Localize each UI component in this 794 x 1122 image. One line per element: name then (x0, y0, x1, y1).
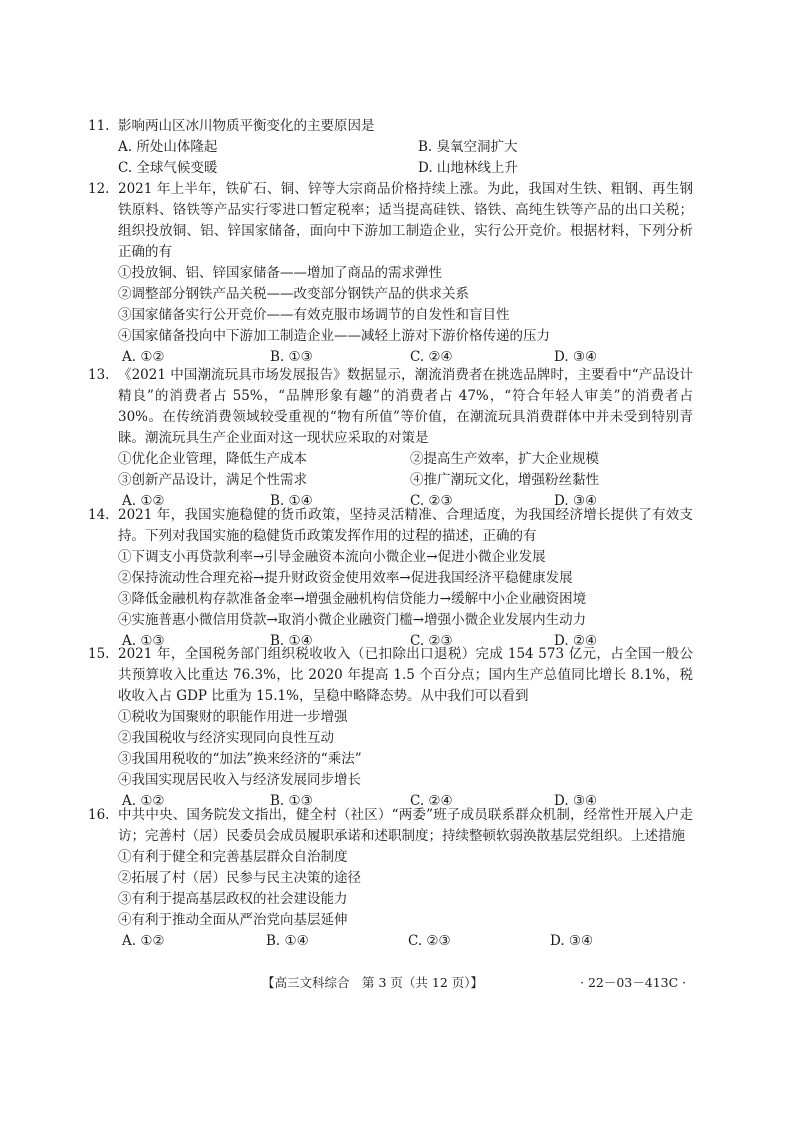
question-16 (88, 805, 693, 952)
statement-1: ①税收为国聚财的职能作用进一步增强 (118, 709, 348, 725)
choice-c: C. ②④ (410, 793, 453, 809)
question-12 (88, 179, 693, 368)
question-stem (118, 805, 693, 847)
question-stem (118, 179, 693, 263)
statement-1: ①投放铜、铝、锌国家储备——增加了商品的需求弹性 (118, 265, 442, 281)
question-stem (118, 505, 693, 547)
choice-c: C. ②③ (408, 933, 451, 949)
choice-a: A. ①② (122, 349, 165, 365)
statement-4: ④我国实现居民收入与经济发展同步增长 (118, 772, 361, 788)
choice-c: C. ②③ (410, 493, 453, 509)
choice-a: A. ①② (122, 493, 165, 509)
choice-d: D. ③④ (550, 933, 594, 949)
choice-d: D. ③④ (554, 349, 598, 365)
statement-1: ①下调支小再贷款利率→引导金融资本流向小微企业→促进小微企业发展 (118, 549, 546, 565)
question-13 (88, 365, 693, 512)
statement-4: ④国家储备投向中下游加工制造企业——减轻上游对下游价格传递的压力 (118, 328, 550, 344)
statement-3: ③国家储备实行公开竞价——有效克服市场调节的自发性和盲目性 (118, 307, 510, 323)
question-number: 16. (88, 807, 110, 823)
statement-1: ①优化企业管理，降低生产成本 (118, 451, 307, 467)
stem-text: 《2021 中国潮流玩具市场发展报告》数据显示，潮流消费者在挑选品牌时，主要看中“产品设计精良”的消费者占 55%，“品牌形象有趣”的消费者占 47%，“符合年轻人审美”的消费者占 30%。在传统消费领域较受重视的“物有所值”等价值，在潮流玩具消费群体中并未受到特别青睐。潮流玩具生产企业面对这一现状应采取的对策是 (118, 367, 693, 446)
statement-4: ④有利于推动全面从严治党向基层延伸 (118, 912, 348, 928)
footer-code: · 22－03－413C · (580, 975, 687, 990)
choice-b: B. ①④ (270, 633, 313, 649)
stem-text: 2021 年上半年，铁矿石、铜、锌等大宗商品价格持续上涨。为此，我国对生铁、粗钢、再生钢铁原料、铬铁等产品实行零进口暂定税率；适当提高硅铁、铬铁、高纯生铁等产品的出口关税；组织投放铜、铝、锌国家储备，面向中下游加工制造企业，实行公开竞价。根据材料，下列分析正确的有 (118, 181, 693, 260)
statement-3: ③有利于提高基层政权的社会建设能力 (118, 891, 348, 907)
statement-1: ①有利于健全和完善基层群众自治制度 (118, 849, 348, 865)
stem-text: 影响两山区冰川物质平衡变化的主要原因是 (118, 118, 375, 134)
choice-a: A. ①② (122, 933, 165, 949)
statement-3: ③我国用税收的“加法”换来经济的“乘法” (118, 751, 362, 767)
choice-row (118, 158, 693, 179)
question-number: 12. (88, 181, 110, 197)
question-stem (118, 116, 693, 137)
statement-2: ②调整部分钢铁产品关税——改变部分钢铁产品的供求关系 (118, 286, 469, 302)
statement-2: ②提高生产效率，扩大企业规模 (410, 451, 599, 467)
question-stem (118, 644, 693, 707)
choice-a: A. ①③ (122, 633, 165, 649)
statement-3: ③创新产品设计，满足个性需求 (118, 472, 307, 488)
statement-4: ④推广潮玩文化，增强粉丝黏性 (410, 472, 599, 488)
choice-b: B. ①③ (270, 349, 313, 365)
choice-d: D. ②④ (554, 633, 598, 649)
choice-row (118, 931, 693, 952)
statement-2: ②保持流动性合理充裕→提升财政资金使用效率→促进我国经济平稳健康发展 (118, 570, 573, 586)
statement-2: ②拓展了村（居）民参与民主决策的途径 (118, 870, 361, 886)
question-15 (88, 644, 693, 812)
choice-c: C. ②③ (410, 633, 453, 649)
stem-text: 中共中央、国务院发文指出，健全村（社区）“两委”班子成员联系群众机制，经常性开展入户走访；完善村（居）民委员会成员履职承诺和述职制度；持续整顿软弱涣散基层党组织。上述措施 (118, 807, 693, 844)
choice-d: D. ③④ (554, 793, 598, 809)
statement-2: ②我国税收与经济实现同向良性互动 (118, 730, 334, 746)
choice-c: C. 全球气候变暖 (118, 160, 218, 176)
stem-text: 2021 年，全国税务部门组织税收收入（已扣除出口退税）完成 154 573 亿元，占全国一般公共预算收入比重达 76.3%，比 2020 年提高 1.5 个百分点；国内生产总值同比增长 8.1%，税收收入占 GDP 比重为 15.1%，呈稳中略降态势。从中我们可以看到 (118, 646, 693, 704)
question-number: 11. (88, 118, 110, 134)
choice-row (118, 137, 693, 158)
choice-c: C. ②④ (410, 349, 453, 365)
question-14 (88, 505, 693, 652)
question-number: 15. (88, 646, 110, 662)
choice-b: B. ①④ (266, 933, 309, 949)
question-number: 13. (88, 367, 110, 383)
choice-a: A. ①② (122, 793, 165, 809)
page-footer (0, 973, 794, 995)
choice-b: B. ①③ (270, 793, 313, 809)
choice-b: B. 臭氧空洞扩大 (418, 139, 518, 155)
statement-row (118, 470, 693, 491)
statement-3: ③降低金融机构存款准备金率→增强金融机构信贷能力→缓解中小企业融资困境 (118, 591, 587, 607)
question-number: 14. (88, 507, 110, 523)
stem-text: 2021 年，我国实施稳健的货币政策，坚持灵活精准、合理适度，为我国经济增长提供了有效支持。下列对我国实施的稳健货币政策发挥作用的过程的描述，正确的有 (118, 507, 693, 544)
question-stem (118, 365, 693, 449)
footer-page-info: 【高三文科综合 第 3 页（共 12 页）】 (262, 975, 484, 990)
choice-d: D. 山地林线上升 (418, 160, 518, 176)
choice-d: D. ③④ (554, 493, 598, 509)
statement-4: ④实施普惠小微信用贷款→取消小微企业融资门槛→增强小微企业发展内生动力 (118, 612, 587, 628)
choice-a: A. 所处山体隆起 (118, 139, 218, 155)
choice-b: B. ①④ (270, 493, 313, 509)
statement-row (118, 449, 693, 470)
question-11 (88, 116, 693, 179)
